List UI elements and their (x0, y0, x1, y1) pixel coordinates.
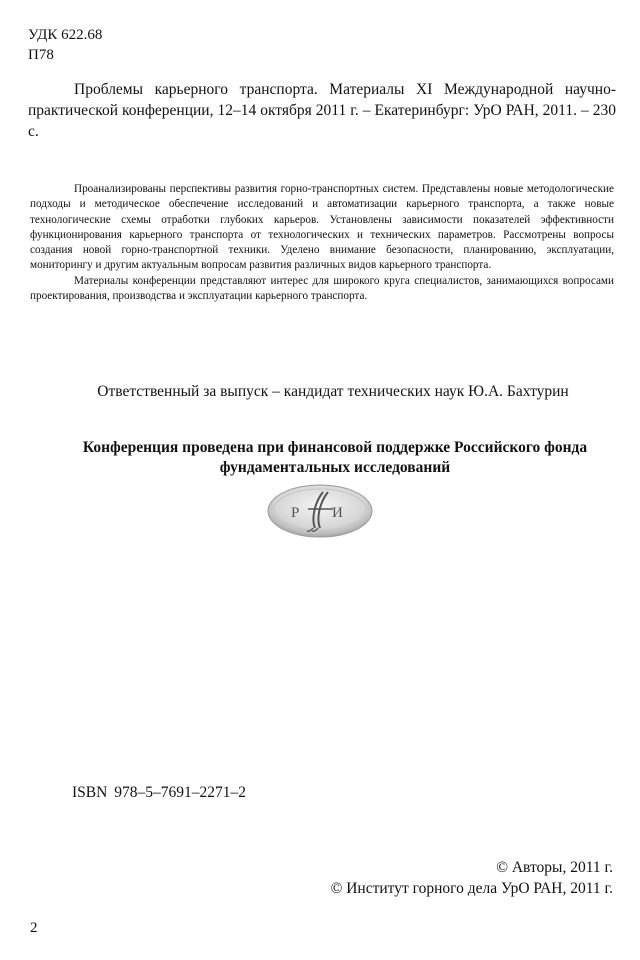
copyright-block (331, 857, 613, 899)
abstract (30, 182, 614, 304)
svg-text:И: И (332, 505, 343, 521)
conference-support-note: Конференция проведена при финансовой поддержке Российского фонда фундаментальных исследований (82, 439, 588, 476)
udk-code: УДК 622.68 (28, 27, 103, 43)
udk-block (28, 25, 102, 65)
library-index: П78 (28, 47, 54, 63)
copyright-institute: © Институт горного дела УрО РАН, 2011 г. (330, 880, 613, 897)
abstract-paragraph: Проанализированы перспективы развития горно-транспортных систем. Представлены новые методологические подходы и методическое обеспечение исследований и автоматизации карьерного транспорта, а также новые технологические схемы отработки глубоких карьеров. Установлены зависимости показателей эффективности функционирования карьерного транспорта от технологических и технических параметров. Рассмотрены вопросы создания новой горно-транспортной техники. Уделено внимание безопасности, планированию, эксплуатации, мониторингу и другим актуальным вопросам развития различных видов карьерного транспорта. (30, 183, 614, 272)
isbn: ISBN 978–5–7691–2271–2 (72, 784, 246, 801)
page-number: 2 (30, 920, 38, 936)
responsible-editor: Ответственный за выпуск – кандидат технических наук Ю.А. Бахтурин (97, 383, 569, 400)
rffi-logo-icon (265, 482, 375, 540)
bibliographic-description: Проблемы карьерного транспорта. Материалы XI Международной научно-практической конференции, 12–14 октября 2011 г. – Екатеринбург: УрО РАН, 2011. – 230 с. (28, 81, 616, 140)
copyright-authors: © Авторы, 2011 г. (496, 859, 613, 876)
abstract-paragraph: Материалы конференции представляют интерес для широкого круга специалистов, занимающихся вопросами проектирования, производства и эксплуатации карьерного транспорта. (30, 274, 614, 303)
svg-text:Р: Р (291, 505, 300, 521)
